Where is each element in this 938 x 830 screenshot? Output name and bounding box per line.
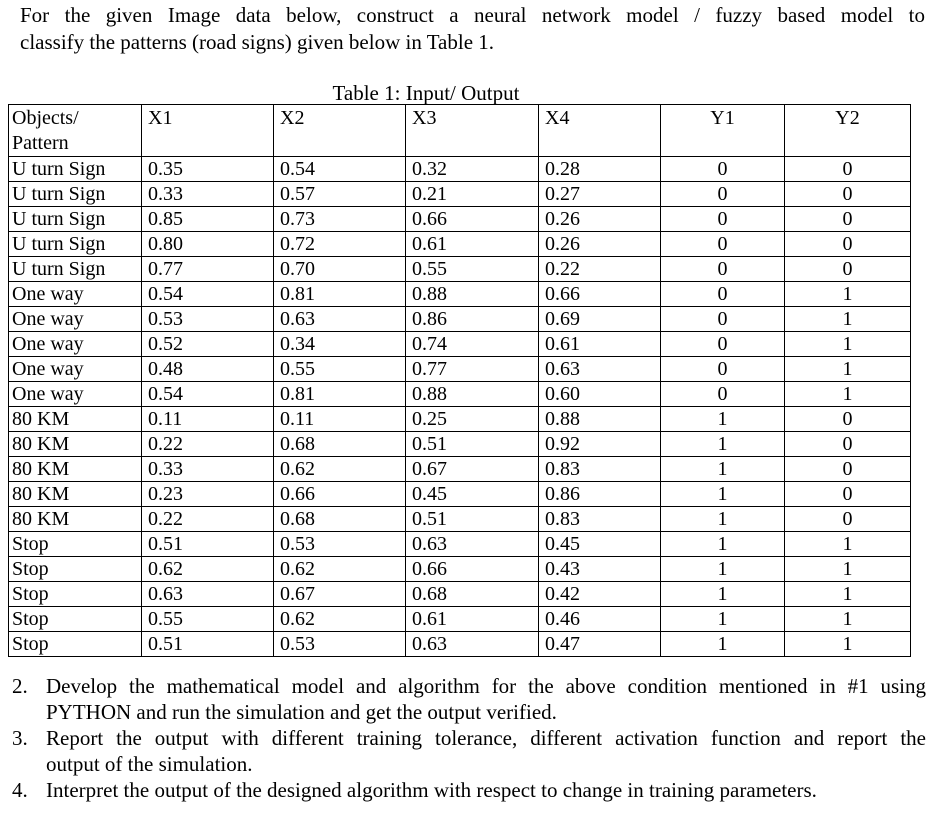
- cell-y1: 0: [661, 332, 785, 357]
- cell-x2: 0.73: [274, 207, 406, 232]
- cell-x3: 0.68: [406, 582, 539, 607]
- table-header-row: [9, 105, 911, 157]
- cell-pattern: Stop: [9, 532, 142, 557]
- cell-y2: 1: [785, 607, 911, 632]
- cell-x2: 0.81: [274, 282, 406, 307]
- task-number: 4.: [12, 778, 28, 802]
- cell-x1: 0.33: [142, 457, 274, 482]
- cell-x4: 0.46: [539, 607, 661, 632]
- cell-x2: 0.81: [274, 382, 406, 407]
- cell-x3: 0.66: [406, 557, 539, 582]
- cell-y2: 1: [785, 332, 911, 357]
- cell-x1: 0.63: [142, 582, 274, 607]
- cell-y2: 0: [785, 182, 911, 207]
- cell-pattern: 80 KM: [9, 457, 142, 482]
- cell-x1: 0.54: [142, 382, 274, 407]
- task-line: Interpret the output of the designed algorithm with respect to change in training parameters.: [46, 778, 817, 802]
- header-y1: Y1: [661, 105, 785, 157]
- cell-pattern: Stop: [9, 632, 142, 657]
- cell-x2: 0.68: [274, 432, 406, 457]
- table-row: [9, 257, 911, 282]
- cell-y2: 1: [785, 357, 911, 382]
- cell-x2: 0.53: [274, 532, 406, 557]
- cell-pattern: One way: [9, 307, 142, 332]
- cell-x1: 0.48: [142, 357, 274, 382]
- table-row: [9, 332, 911, 357]
- cell-pattern: Stop: [9, 607, 142, 632]
- cell-x1: 0.51: [142, 532, 274, 557]
- cell-x3: 0.63: [406, 632, 539, 657]
- header-y2: Y2: [785, 105, 911, 157]
- table-row: [9, 207, 911, 232]
- problem-statement: [20, 2, 925, 56]
- cell-x4: 0.28: [539, 157, 661, 182]
- cell-x1: 0.77: [142, 257, 274, 282]
- cell-y1: 0: [661, 382, 785, 407]
- cell-x4: 0.27: [539, 182, 661, 207]
- cell-x3: 0.86: [406, 307, 539, 332]
- table-row: [9, 157, 911, 182]
- cell-x1: 0.55: [142, 607, 274, 632]
- table-row: [9, 357, 911, 382]
- table-row: [9, 432, 911, 457]
- cell-y1: 0: [661, 257, 785, 282]
- cell-x2: 0.62: [274, 457, 406, 482]
- cell-y2: 0: [785, 207, 911, 232]
- cell-y2: 0: [785, 432, 911, 457]
- cell-x4: 0.83: [539, 457, 661, 482]
- task-line: PYTHON and run the simulation and get the output verified.: [46, 700, 557, 724]
- cell-x1: 0.11: [142, 407, 274, 432]
- cell-x2: 0.57: [274, 182, 406, 207]
- cell-x1: 0.22: [142, 507, 274, 532]
- cell-x1: 0.54: [142, 282, 274, 307]
- cell-y1: 0: [661, 157, 785, 182]
- cell-x4: 0.22: [539, 257, 661, 282]
- cell-pattern: 80 KM: [9, 507, 142, 532]
- cell-x2: 0.67: [274, 582, 406, 607]
- cell-x4: 0.47: [539, 632, 661, 657]
- cell-x3: 0.74: [406, 332, 539, 357]
- cell-x4: 0.88: [539, 407, 661, 432]
- cell-y2: 0: [785, 457, 911, 482]
- table-row: [9, 232, 911, 257]
- cell-x3: 0.63: [406, 532, 539, 557]
- cell-x2: 0.63: [274, 307, 406, 332]
- cell-x2: 0.54: [274, 157, 406, 182]
- cell-x4: 0.92: [539, 432, 661, 457]
- cell-x1: 0.80: [142, 232, 274, 257]
- task-item-2: [8, 673, 926, 725]
- cell-x2: 0.72: [274, 232, 406, 257]
- cell-x4: 0.61: [539, 332, 661, 357]
- cell-pattern: U turn Sign: [9, 207, 142, 232]
- cell-x1: 0.52: [142, 332, 274, 357]
- cell-pattern: 80 KM: [9, 432, 142, 457]
- cell-x3: 0.51: [406, 432, 539, 457]
- cell-x1: 0.33: [142, 182, 274, 207]
- cell-y2: 1: [785, 557, 911, 582]
- cell-y1: 0: [661, 232, 785, 257]
- cell-x3: 0.88: [406, 382, 539, 407]
- cell-pattern: One way: [9, 382, 142, 407]
- cell-y2: 0: [785, 232, 911, 257]
- cell-pattern: One way: [9, 332, 142, 357]
- header-x2: X2: [274, 105, 406, 157]
- cell-y2: 0: [785, 507, 911, 532]
- table-row: [9, 182, 911, 207]
- cell-y2: 1: [785, 382, 911, 407]
- cell-y1: 1: [661, 507, 785, 532]
- cell-x3: 0.67: [406, 457, 539, 482]
- cell-y1: 0: [661, 207, 785, 232]
- header-x4: X4: [539, 105, 661, 157]
- cell-x1: 0.53: [142, 307, 274, 332]
- cell-x1: 0.62: [142, 557, 274, 582]
- table-row: [9, 532, 911, 557]
- cell-y2: 0: [785, 157, 911, 182]
- task-item-4: [8, 777, 926, 803]
- table-row: [9, 382, 911, 407]
- cell-y2: 1: [785, 282, 911, 307]
- task-line: Report the output with different training tolerance, different activation function and report the: [46, 726, 926, 750]
- cell-x3: 0.25: [406, 407, 539, 432]
- cell-x4: 0.43: [539, 557, 661, 582]
- cell-x4: 0.86: [539, 482, 661, 507]
- cell-x2: 0.66: [274, 482, 406, 507]
- cell-y1: 1: [661, 607, 785, 632]
- cell-x1: 0.35: [142, 157, 274, 182]
- cell-x4: 0.60: [539, 382, 661, 407]
- cell-y1: 1: [661, 532, 785, 557]
- header-x1: X1: [142, 105, 274, 157]
- cell-pattern: 80 KM: [9, 482, 142, 507]
- cell-y2: 1: [785, 307, 911, 332]
- cell-x2: 0.34: [274, 332, 406, 357]
- cell-x4: 0.42: [539, 582, 661, 607]
- cell-x1: 0.23: [142, 482, 274, 507]
- cell-x4: 0.66: [539, 282, 661, 307]
- cell-x2: 0.62: [274, 607, 406, 632]
- cell-y1: 1: [661, 632, 785, 657]
- cell-pattern: Stop: [9, 557, 142, 582]
- table-row: [9, 507, 911, 532]
- cell-y1: 0: [661, 307, 785, 332]
- cell-x3: 0.45: [406, 482, 539, 507]
- header-x3: X3: [406, 105, 539, 157]
- cell-pattern: U turn Sign: [9, 182, 142, 207]
- cell-x3: 0.77: [406, 357, 539, 382]
- cell-y1: 0: [661, 357, 785, 382]
- task-list: [8, 673, 926, 803]
- cell-pattern: U turn Sign: [9, 157, 142, 182]
- problem-statement-line-1: For the given Image data below, construct a neural network model / fuzzy based model to: [20, 3, 925, 27]
- table-row: [9, 632, 911, 657]
- cell-y1: 1: [661, 432, 785, 457]
- table-row: [9, 457, 911, 482]
- header-objects-pattern: Objects/ Pattern: [9, 105, 142, 157]
- cell-x1: 0.85: [142, 207, 274, 232]
- cell-pattern: Stop: [9, 582, 142, 607]
- cell-pattern: U turn Sign: [9, 257, 142, 282]
- cell-x4: 0.26: [539, 232, 661, 257]
- cell-x3: 0.61: [406, 232, 539, 257]
- cell-y1: 1: [661, 407, 785, 432]
- cell-pattern: U turn Sign: [9, 232, 142, 257]
- cell-y1: 1: [661, 557, 785, 582]
- cell-y2: 1: [785, 582, 911, 607]
- cell-y2: 0: [785, 257, 911, 282]
- table-row: [9, 482, 911, 507]
- cell-x2: 0.62: [274, 557, 406, 582]
- cell-y2: 1: [785, 632, 911, 657]
- cell-x4: 0.69: [539, 307, 661, 332]
- cell-x2: 0.70: [274, 257, 406, 282]
- cell-y1: 0: [661, 182, 785, 207]
- cell-x4: 0.26: [539, 207, 661, 232]
- task-item-3: [8, 725, 926, 777]
- task-number: 3.: [12, 726, 28, 750]
- task-line: output of the simulation.: [46, 752, 253, 776]
- cell-pattern: One way: [9, 357, 142, 382]
- cell-x2: 0.11: [274, 407, 406, 432]
- cell-x3: 0.61: [406, 607, 539, 632]
- task-number: 2.: [12, 674, 28, 698]
- task-line: Develop the mathematical model and algorithm for the above condition mentioned in #1 using: [46, 674, 926, 698]
- cell-y2: 0: [785, 407, 911, 432]
- cell-x3: 0.51: [406, 507, 539, 532]
- table-row: [9, 307, 911, 332]
- cell-y2: 1: [785, 532, 911, 557]
- cell-x2: 0.53: [274, 632, 406, 657]
- cell-x4: 0.83: [539, 507, 661, 532]
- cell-x4: 0.45: [539, 532, 661, 557]
- cell-x3: 0.88: [406, 282, 539, 307]
- cell-x2: 0.55: [274, 357, 406, 382]
- table-caption: Table 1: Input/ Output: [332, 81, 520, 105]
- table-row: [9, 557, 911, 582]
- cell-x1: 0.51: [142, 632, 274, 657]
- cell-y1: 1: [661, 457, 785, 482]
- cell-x4: 0.63: [539, 357, 661, 382]
- table-row: [9, 582, 911, 607]
- input-output-table: [8, 104, 911, 657]
- cell-x2: 0.68: [274, 507, 406, 532]
- cell-x3: 0.32: [406, 157, 539, 182]
- cell-x1: 0.22: [142, 432, 274, 457]
- table-row: [9, 282, 911, 307]
- table-row: [9, 607, 911, 632]
- cell-x3: 0.21: [406, 182, 539, 207]
- cell-y1: 1: [661, 482, 785, 507]
- table-row: [9, 407, 911, 432]
- cell-x3: 0.55: [406, 257, 539, 282]
- cell-y2: 0: [785, 482, 911, 507]
- cell-y1: 0: [661, 282, 785, 307]
- cell-y1: 1: [661, 582, 785, 607]
- cell-pattern: One way: [9, 282, 142, 307]
- problem-statement-line-2: classify the patterns (road signs) given below in Table 1.: [20, 30, 495, 54]
- cell-pattern: 80 KM: [9, 407, 142, 432]
- cell-x3: 0.66: [406, 207, 539, 232]
